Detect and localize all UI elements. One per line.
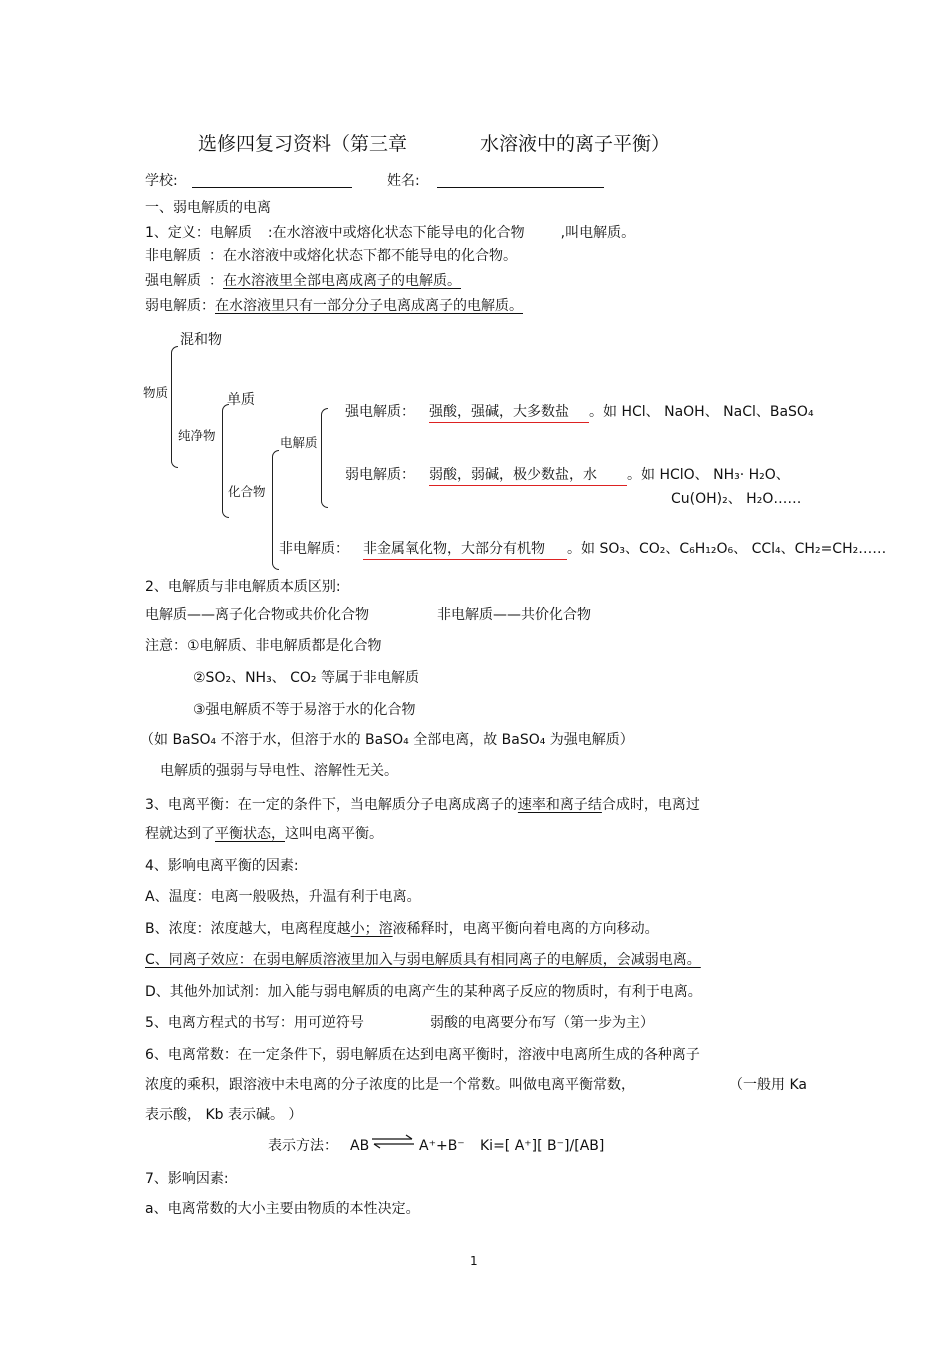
brace-compound — [272, 450, 279, 570]
formula-reactant: AB — [350, 1138, 370, 1154]
s3-line2u: 平衡状态， — [215, 826, 285, 842]
tree-strong-content: 强酸，强碱，大多数盐 — [429, 404, 589, 423]
section7-heading: 7、影响因素: — [145, 1171, 229, 1187]
tree-strong-examples: 。如 HCl、 NaOH、 NaCl、BaSO₄ — [589, 404, 814, 420]
nonelec-body: ：在水溶液中或熔化状态下都不能导电的化合物。 — [209, 248, 517, 264]
s6-line2a: 浓度的乘积，跟溶液中未电离的分子浓度的比是一个常数。叫做电离平衡常数， — [145, 1077, 635, 1093]
tree-strong-line — [345, 403, 814, 421]
s6-line3: 表示酸， Kb 表示碱。 ） — [145, 1107, 303, 1123]
s3-line1 — [145, 796, 700, 814]
s3-line2b: 这叫电离平衡。 — [285, 826, 383, 842]
s3-line1a: 3、电离平衡：在一定的条件下，当电解质分子电离成离子的 — [145, 797, 518, 813]
tree-mixture: 混和物 — [180, 332, 222, 348]
tree-element: 单质 — [227, 392, 255, 408]
s3-line2a: 程就达到了 — [145, 826, 215, 842]
s2-line1a: 电解质——离子化合物或共价化合物 — [145, 607, 369, 623]
s6-line2b: （一般用 Ka — [729, 1077, 807, 1093]
section4-heading: 4、影响电离平衡的因素: — [145, 858, 299, 874]
tree-weak-examples-2: Cu(OH)₂、 H₂O…… — [671, 491, 802, 507]
formula-constant: Ki=[ A⁺][ B⁻]/[AB] — [480, 1138, 605, 1154]
formula-label: 表示方法： — [268, 1138, 338, 1154]
tree-non-label: 非电解质： — [279, 541, 349, 557]
strong-body: 在水溶液里全部电离成离子的电解质。 — [223, 273, 461, 289]
tree-non-examples: 。如 SO₃、CO₂、C₆H₁₂O₆、 CCl₄、CH₂=CH₂…… — [567, 541, 887, 557]
s3-line2 — [145, 825, 383, 843]
title-right: 水溶液中的离子平衡） — [480, 133, 671, 155]
nonelec-label: 非电解质 — [145, 248, 201, 264]
tree-non-line — [279, 540, 886, 558]
definition-line — [145, 224, 635, 242]
def-prefix: 1、定义：电解质 — [145, 225, 252, 241]
tree-electrolyte: 电解质 — [280, 435, 318, 450]
school-blank — [192, 173, 352, 188]
tree-weak-content: 弱酸，弱碱，极少数盐，水 — [429, 467, 627, 486]
name-blank — [437, 173, 604, 188]
s4-a: A、温度：电离一般吸热，升温有利于电离。 — [145, 889, 421, 905]
s4-b1: B、浓度：浓度越大，电离程度越 — [145, 921, 351, 937]
tree-compound: 化合物 — [228, 484, 266, 499]
tree-substance: 物质 — [143, 385, 169, 400]
weak-label: 弱电解质： — [145, 298, 215, 314]
s4-b2: 液稀释时，电离平衡向着电离的方向移动。 — [392, 921, 659, 937]
tree-strong-label: 强电解质： — [345, 404, 415, 420]
tree-non-content: 非金属氧化物，大部分有机物 — [363, 541, 567, 560]
def-body: :在水溶液中或熔化状态下能导电的化合物 — [267, 225, 525, 241]
brace-substance — [171, 346, 178, 468]
page-number: 1 — [470, 1254, 478, 1268]
s2-line1b: 非电解质——共价化合物 — [437, 607, 591, 623]
s4-b-underlined: 小；溶 — [350, 921, 393, 937]
s2-note4: （如 BaSO₄ 不溶于水，但溶于水的 BaSO₄ 全部电离，故 BaSO₄ 为强电解质） — [140, 732, 634, 748]
section2-heading: 2、电解质与非电解质本质区别: — [145, 579, 341, 595]
weak-electrolyte-line — [145, 297, 581, 315]
s2-note2: ②SO₂、NH₃、 CO₂ 等属于非电解质 — [193, 670, 419, 686]
reversible-arrow-icon — [370, 1133, 416, 1151]
section1-heading: 一、弱电解质的电离 — [145, 200, 271, 216]
s4-b — [145, 920, 659, 938]
name-label: 姓名: — [387, 173, 420, 189]
s5-a: 5、电离方程式的书写：用可逆符号 — [145, 1015, 364, 1031]
s6-line1: 6、电离常数：在一定条件下，弱电解质在达到电离平衡时，溶液中电离所生成的各种离子 — [145, 1047, 700, 1063]
tree-weak-label: 弱电解质： — [345, 467, 415, 483]
tree-weak-line — [345, 466, 790, 484]
formula-products: A⁺+B⁻ — [419, 1138, 465, 1154]
strong-label: 强电解质 — [145, 273, 201, 289]
tree-weak-examples: 。如 HClO、 NH₃· H₂O、 — [627, 467, 790, 483]
strong-electrolyte-line: 强电解质 ：在水溶液里全部电离成离子的电解质。 — [145, 272, 487, 290]
title-left: 选修四复习资料（第三章 — [198, 133, 408, 155]
weak-body: 在水溶液里只有一部分分子电离成离子的电解质。 — [215, 298, 523, 314]
s3-line1b: 合成时，电离过 — [601, 797, 700, 813]
s2-note3: ③强电解质不等于易溶于水的化合物 — [193, 702, 416, 718]
s3-line1u: 速率和离子结 — [517, 797, 602, 813]
s2-note1: 注意：①电解质、非电解质都是化合物 — [145, 638, 382, 654]
s4-d: D、其他外加试剂：加入能与弱电解质的电离产生的某种离子反应的物质时，有利于电离。 — [145, 984, 702, 1000]
nonelectrolyte-line — [145, 247, 517, 265]
def-tail: ,叫电解质。 — [560, 225, 636, 241]
school-label: 学校: — [145, 173, 178, 189]
brace-electrolyte — [321, 408, 328, 508]
s5-b: 弱酸的电离要分布写（第一步为主） — [430, 1015, 654, 1031]
tree-pure: 纯净物 — [178, 428, 216, 443]
s7-a: a、电离常数的大小主要由物质的本性决定。 — [145, 1201, 420, 1217]
s4-c-text: C、同离子效应：在弱电解质溶液里加入与弱电解质具有相同离子的电解质，会减弱电离。 — [145, 952, 701, 968]
s2-note5: 电解质的强弱与导电性、溶解性无关。 — [160, 763, 398, 779]
s4-c — [145, 951, 715, 969]
